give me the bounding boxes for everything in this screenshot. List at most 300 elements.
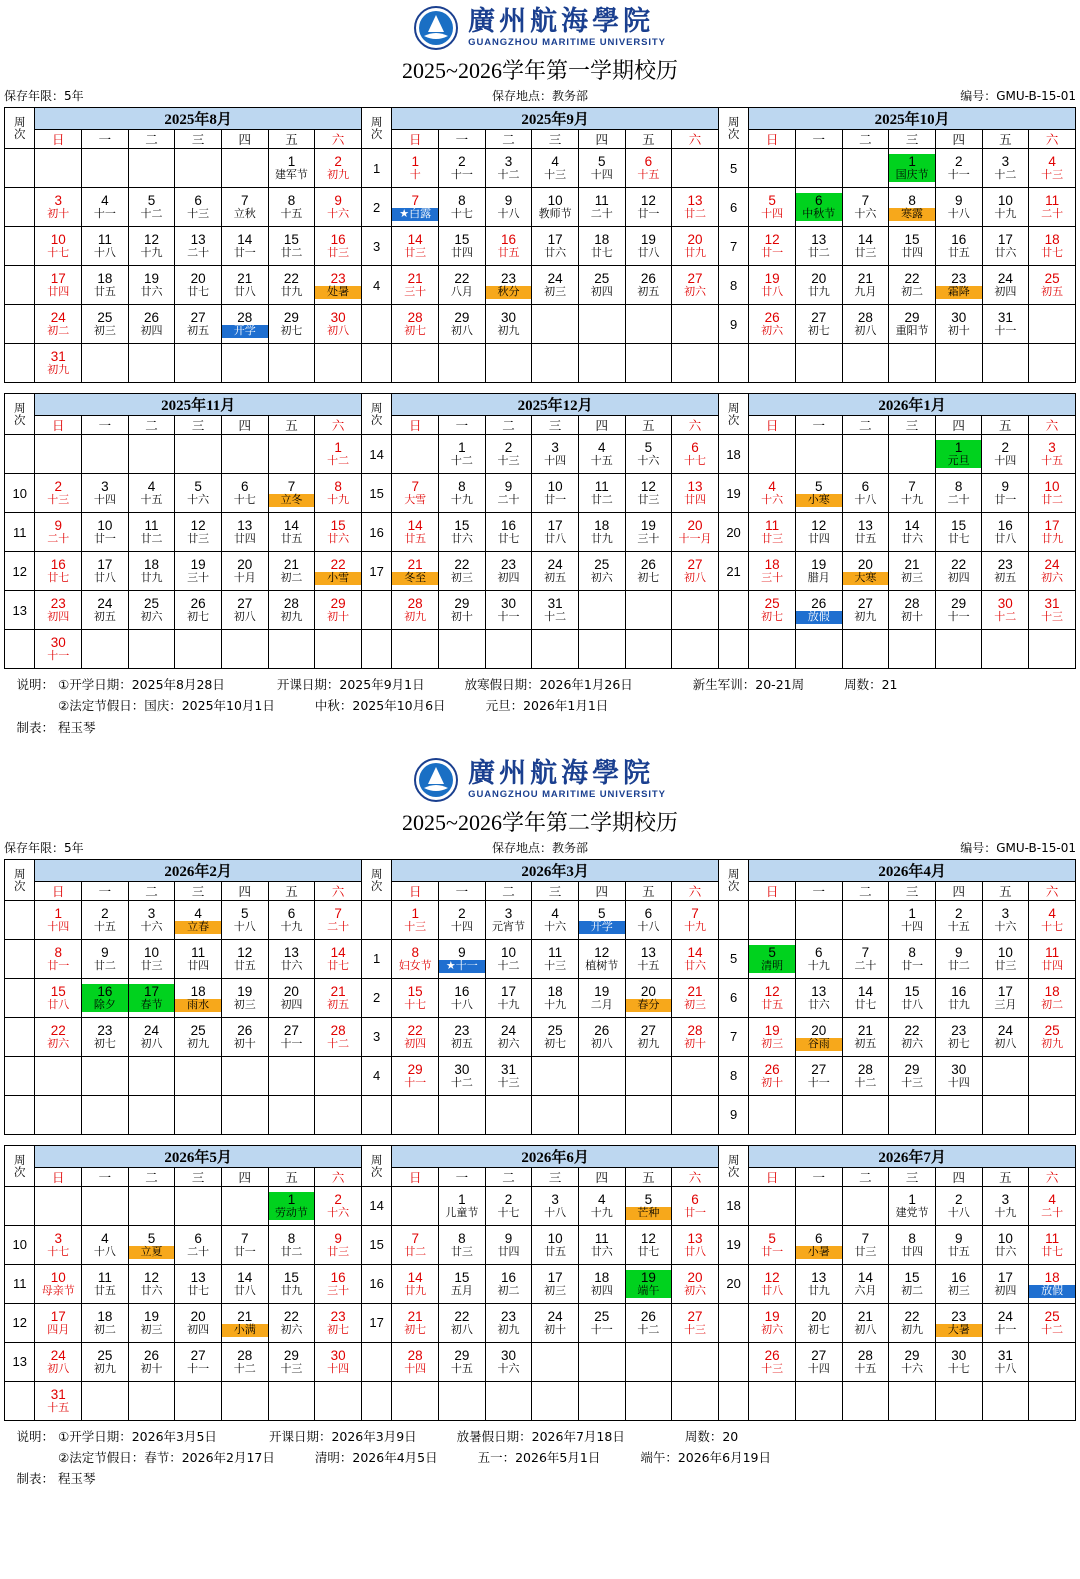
calendar-day-cell[interactable]: [175, 227, 222, 266]
calendar-day-cell[interactable]: [485, 344, 532, 383]
calendar-day-cell[interactable]: [439, 1342, 486, 1381]
calendar-day-cell[interactable]: [842, 1225, 889, 1264]
calendar-day-cell[interactable]: [392, 591, 439, 630]
calendar-day-cell[interactable]: [82, 1186, 129, 1225]
calendar-day-cell[interactable]: [175, 1264, 222, 1303]
calendar-day-cell[interactable]: [82, 1381, 129, 1420]
calendar-day-cell[interactable]: [672, 227, 719, 266]
calendar-day-cell[interactable]: [1029, 1186, 1076, 1225]
calendar-day-cell[interactable]: [889, 1381, 936, 1420]
calendar-day-cell[interactable]: [175, 513, 222, 552]
calendar-day-cell[interactable]: [532, 1186, 579, 1225]
calendar-day-cell[interactable]: [1029, 513, 1076, 552]
calendar-day-cell[interactable]: [439, 1225, 486, 1264]
calendar-day-cell[interactable]: [749, 227, 796, 266]
calendar-day-cell[interactable]: [35, 1017, 82, 1056]
calendar-day-cell[interactable]: [935, 1095, 982, 1134]
calendar-day-cell[interactable]: [221, 227, 268, 266]
calendar-day-cell[interactable]: [532, 188, 579, 227]
calendar-day-cell[interactable]: [221, 1225, 268, 1264]
calendar-day-cell[interactable]: [889, 1017, 936, 1056]
calendar-day-cell[interactable]: [221, 149, 268, 188]
calendar-day-cell[interactable]: [128, 978, 175, 1017]
calendar-day-cell[interactable]: [935, 266, 982, 305]
calendar-day-cell[interactable]: [672, 305, 719, 344]
calendar-day-cell[interactable]: [485, 266, 532, 305]
calendar-day-cell[interactable]: [268, 1225, 315, 1264]
calendar-day-cell[interactable]: [982, 474, 1029, 513]
calendar-day-cell[interactable]: [315, 1342, 362, 1381]
calendar-day-cell[interactable]: [1029, 188, 1076, 227]
calendar-day-cell[interactable]: [439, 630, 486, 669]
calendar-day-cell[interactable]: [221, 1264, 268, 1303]
calendar-day-cell[interactable]: [35, 552, 82, 591]
calendar-day-cell[interactable]: [392, 1095, 439, 1134]
calendar-day-cell[interactable]: [935, 939, 982, 978]
calendar-day-cell[interactable]: [935, 900, 982, 939]
calendar-day-cell[interactable]: [672, 591, 719, 630]
calendar-day-cell[interactable]: [315, 939, 362, 978]
calendar-day-cell[interactable]: [82, 630, 129, 669]
calendar-day-cell[interactable]: [749, 552, 796, 591]
calendar-day-cell[interactable]: [749, 1225, 796, 1264]
calendar-day-cell[interactable]: [935, 591, 982, 630]
calendar-day-cell[interactable]: [842, 474, 889, 513]
calendar-day-cell[interactable]: [749, 939, 796, 978]
calendar-day-cell[interactable]: [532, 1342, 579, 1381]
calendar-day-cell[interactable]: [889, 149, 936, 188]
calendar-day-cell[interactable]: [485, 1342, 532, 1381]
calendar-day-cell[interactable]: [842, 513, 889, 552]
calendar-day-cell[interactable]: [82, 513, 129, 552]
calendar-day-cell[interactable]: [82, 900, 129, 939]
calendar-day-cell[interactable]: [128, 1017, 175, 1056]
calendar-day-cell[interactable]: [82, 305, 129, 344]
calendar-day-cell[interactable]: [82, 1264, 129, 1303]
calendar-day-cell[interactable]: [1029, 978, 1076, 1017]
calendar-day-cell[interactable]: [982, 305, 1029, 344]
calendar-day-cell[interactable]: [935, 552, 982, 591]
calendar-day-cell[interactable]: [439, 188, 486, 227]
calendar-day-cell[interactable]: [175, 900, 222, 939]
calendar-day-cell[interactable]: [439, 344, 486, 383]
calendar-day-cell[interactable]: [578, 1095, 625, 1134]
calendar-day-cell[interactable]: [625, 1186, 672, 1225]
calendar-day-cell[interactable]: [439, 305, 486, 344]
calendar-day-cell[interactable]: [1029, 149, 1076, 188]
calendar-day-cell[interactable]: [485, 1017, 532, 1056]
calendar-day-cell[interactable]: [315, 1095, 362, 1134]
calendar-day-cell[interactable]: [1029, 1381, 1076, 1420]
calendar-day-cell[interactable]: [982, 1056, 1029, 1095]
calendar-day-cell[interactable]: [749, 900, 796, 939]
calendar-day-cell[interactable]: [392, 1017, 439, 1056]
calendar-day-cell[interactable]: [268, 1381, 315, 1420]
calendar-day-cell[interactable]: [35, 1095, 82, 1134]
calendar-day-cell[interactable]: [392, 513, 439, 552]
calendar-day-cell[interactable]: [982, 188, 1029, 227]
calendar-day-cell[interactable]: [532, 591, 579, 630]
calendar-day-cell[interactable]: [578, 513, 625, 552]
calendar-day-cell[interactable]: [1029, 344, 1076, 383]
calendar-day-cell[interactable]: [578, 435, 625, 474]
calendar-day-cell[interactable]: [82, 1017, 129, 1056]
calendar-day-cell[interactable]: [175, 305, 222, 344]
calendar-day-cell[interactable]: [795, 1225, 842, 1264]
calendar-day-cell[interactable]: [128, 591, 175, 630]
calendar-day-cell[interactable]: [532, 149, 579, 188]
calendar-day-cell[interactable]: [35, 1381, 82, 1420]
calendar-day-cell[interactable]: [532, 1225, 579, 1264]
calendar-day-cell[interactable]: [842, 305, 889, 344]
calendar-day-cell[interactable]: [392, 149, 439, 188]
calendar-day-cell[interactable]: [485, 1056, 532, 1095]
calendar-day-cell[interactable]: [672, 1303, 719, 1342]
calendar-day-cell[interactable]: [889, 1342, 936, 1381]
calendar-day-cell[interactable]: [532, 435, 579, 474]
calendar-day-cell[interactable]: [625, 188, 672, 227]
calendar-day-cell[interactable]: [221, 513, 268, 552]
calendar-day-cell[interactable]: [982, 344, 1029, 383]
calendar-day-cell[interactable]: [935, 435, 982, 474]
calendar-day-cell[interactable]: [578, 474, 625, 513]
calendar-day-cell[interactable]: [268, 149, 315, 188]
calendar-day-cell[interactable]: [485, 305, 532, 344]
calendar-day-cell[interactable]: [82, 1056, 129, 1095]
calendar-day-cell[interactable]: [935, 630, 982, 669]
calendar-day-cell[interactable]: [889, 630, 936, 669]
calendar-day-cell[interactable]: [532, 266, 579, 305]
calendar-day-cell[interactable]: [935, 474, 982, 513]
calendar-day-cell[interactable]: [35, 305, 82, 344]
calendar-day-cell[interactable]: [982, 149, 1029, 188]
calendar-day-cell[interactable]: [35, 266, 82, 305]
calendar-day-cell[interactable]: [795, 978, 842, 1017]
calendar-day-cell[interactable]: [749, 630, 796, 669]
calendar-day-cell[interactable]: [35, 435, 82, 474]
calendar-day-cell[interactable]: [532, 344, 579, 383]
calendar-day-cell[interactable]: [315, 630, 362, 669]
calendar-day-cell[interactable]: [175, 630, 222, 669]
calendar-day-cell[interactable]: [1029, 1225, 1076, 1264]
calendar-day-cell[interactable]: [35, 900, 82, 939]
calendar-day-cell[interactable]: [842, 978, 889, 1017]
calendar-day-cell[interactable]: [982, 552, 1029, 591]
calendar-day-cell[interactable]: [1029, 227, 1076, 266]
calendar-day-cell[interactable]: [795, 266, 842, 305]
calendar-day-cell[interactable]: [439, 513, 486, 552]
calendar-day-cell[interactable]: [842, 900, 889, 939]
calendar-day-cell[interactable]: [625, 1225, 672, 1264]
calendar-day-cell[interactable]: [795, 1381, 842, 1420]
calendar-day-cell[interactable]: [889, 1303, 936, 1342]
calendar-day-cell[interactable]: [268, 591, 315, 630]
calendar-day-cell[interactable]: [175, 266, 222, 305]
calendar-day-cell[interactable]: [842, 1186, 889, 1225]
calendar-day-cell[interactable]: [842, 1264, 889, 1303]
calendar-day-cell[interactable]: [672, 1264, 719, 1303]
calendar-day-cell[interactable]: [439, 227, 486, 266]
calendar-day-cell[interactable]: [82, 344, 129, 383]
calendar-day-cell[interactable]: [532, 474, 579, 513]
calendar-day-cell[interactable]: [221, 939, 268, 978]
calendar-day-cell[interactable]: [749, 1017, 796, 1056]
calendar-day-cell[interactable]: [35, 978, 82, 1017]
calendar-day-cell[interactable]: [392, 344, 439, 383]
calendar-day-cell[interactable]: [749, 305, 796, 344]
calendar-day-cell[interactable]: [268, 513, 315, 552]
calendar-day-cell[interactable]: [1029, 552, 1076, 591]
calendar-day-cell[interactable]: [175, 188, 222, 227]
calendar-day-cell[interactable]: [625, 630, 672, 669]
calendar-day-cell[interactable]: [625, 1342, 672, 1381]
calendar-day-cell[interactable]: [889, 513, 936, 552]
calendar-day-cell[interactable]: [35, 1303, 82, 1342]
calendar-day-cell[interactable]: [842, 344, 889, 383]
calendar-day-cell[interactable]: [221, 1186, 268, 1225]
calendar-day-cell[interactable]: [672, 1381, 719, 1420]
calendar-day-cell[interactable]: [268, 474, 315, 513]
calendar-day-cell[interactable]: [268, 344, 315, 383]
calendar-day-cell[interactable]: [128, 552, 175, 591]
calendar-day-cell[interactable]: [439, 266, 486, 305]
calendar-day-cell[interactable]: [439, 900, 486, 939]
calendar-day-cell[interactable]: [842, 552, 889, 591]
calendar-day-cell[interactable]: [795, 1056, 842, 1095]
calendar-day-cell[interactable]: [889, 227, 936, 266]
calendar-day-cell[interactable]: [485, 1381, 532, 1420]
calendar-day-cell[interactable]: [268, 630, 315, 669]
calendar-day-cell[interactable]: [485, 978, 532, 1017]
calendar-day-cell[interactable]: [268, 900, 315, 939]
calendar-day-cell[interactable]: [439, 552, 486, 591]
calendar-day-cell[interactable]: [315, 1017, 362, 1056]
calendar-day-cell[interactable]: [485, 188, 532, 227]
calendar-day-cell[interactable]: [268, 1017, 315, 1056]
calendar-day-cell[interactable]: [315, 513, 362, 552]
calendar-day-cell[interactable]: [889, 1186, 936, 1225]
calendar-day-cell[interactable]: [672, 513, 719, 552]
calendar-day-cell[interactable]: [749, 591, 796, 630]
calendar-day-cell[interactable]: [625, 1381, 672, 1420]
calendar-day-cell[interactable]: [315, 978, 362, 1017]
calendar-day-cell[interactable]: [578, 939, 625, 978]
calendar-day-cell[interactable]: [221, 630, 268, 669]
calendar-day-cell[interactable]: [842, 1303, 889, 1342]
calendar-day-cell[interactable]: [268, 1303, 315, 1342]
calendar-day-cell[interactable]: [795, 900, 842, 939]
calendar-day-cell[interactable]: [82, 552, 129, 591]
calendar-day-cell[interactable]: [392, 1264, 439, 1303]
calendar-day-cell[interactable]: [128, 1342, 175, 1381]
calendar-day-cell[interactable]: [982, 1186, 1029, 1225]
calendar-day-cell[interactable]: [485, 149, 532, 188]
calendar-day-cell[interactable]: [175, 552, 222, 591]
calendar-day-cell[interactable]: [82, 149, 129, 188]
calendar-day-cell[interactable]: [795, 1264, 842, 1303]
calendar-day-cell[interactable]: [175, 344, 222, 383]
calendar-day-cell[interactable]: [221, 1056, 268, 1095]
calendar-day-cell[interactable]: [578, 1303, 625, 1342]
calendar-day-cell[interactable]: [749, 474, 796, 513]
calendar-day-cell[interactable]: [532, 1381, 579, 1420]
calendar-day-cell[interactable]: [221, 188, 268, 227]
calendar-day-cell[interactable]: [221, 1095, 268, 1134]
calendar-day-cell[interactable]: [392, 266, 439, 305]
calendar-day-cell[interactable]: [268, 305, 315, 344]
calendar-day-cell[interactable]: [625, 552, 672, 591]
calendar-day-cell[interactable]: [935, 149, 982, 188]
calendar-day-cell[interactable]: [982, 1381, 1029, 1420]
calendar-day-cell[interactable]: [485, 1303, 532, 1342]
calendar-day-cell[interactable]: [935, 1056, 982, 1095]
calendar-day-cell[interactable]: [749, 188, 796, 227]
calendar-day-cell[interactable]: [175, 149, 222, 188]
calendar-day-cell[interactable]: [795, 1017, 842, 1056]
calendar-day-cell[interactable]: [315, 149, 362, 188]
calendar-day-cell[interactable]: [315, 1056, 362, 1095]
calendar-day-cell[interactable]: [842, 266, 889, 305]
calendar-day-cell[interactable]: [1029, 1017, 1076, 1056]
calendar-day-cell[interactable]: [221, 552, 268, 591]
calendar-day-cell[interactable]: [392, 900, 439, 939]
calendar-day-cell[interactable]: [82, 1342, 129, 1381]
calendar-day-cell[interactable]: [625, 978, 672, 1017]
calendar-day-cell[interactable]: [578, 188, 625, 227]
calendar-day-cell[interactable]: [268, 266, 315, 305]
calendar-day-cell[interactable]: [625, 474, 672, 513]
calendar-day-cell[interactable]: [128, 344, 175, 383]
calendar-day-cell[interactable]: [35, 1342, 82, 1381]
calendar-day-cell[interactable]: [82, 266, 129, 305]
calendar-day-cell[interactable]: [749, 1264, 796, 1303]
calendar-day-cell[interactable]: [672, 188, 719, 227]
calendar-day-cell[interactable]: [889, 1264, 936, 1303]
calendar-day-cell[interactable]: [315, 305, 362, 344]
calendar-day-cell[interactable]: [578, 266, 625, 305]
calendar-day-cell[interactable]: [578, 1264, 625, 1303]
calendar-day-cell[interactable]: [392, 1056, 439, 1095]
calendar-day-cell[interactable]: [221, 900, 268, 939]
calendar-day-cell[interactable]: [1029, 630, 1076, 669]
calendar-day-cell[interactable]: [128, 630, 175, 669]
calendar-day-cell[interactable]: [485, 1186, 532, 1225]
calendar-day-cell[interactable]: [315, 1225, 362, 1264]
calendar-day-cell[interactable]: [842, 1017, 889, 1056]
calendar-day-cell[interactable]: [795, 1342, 842, 1381]
calendar-day-cell[interactable]: [749, 978, 796, 1017]
calendar-day-cell[interactable]: [982, 1095, 1029, 1134]
calendar-day-cell[interactable]: [795, 227, 842, 266]
calendar-day-cell[interactable]: [578, 630, 625, 669]
calendar-day-cell[interactable]: [532, 1056, 579, 1095]
calendar-day-cell[interactable]: [1029, 266, 1076, 305]
calendar-day-cell[interactable]: [842, 435, 889, 474]
calendar-day-cell[interactable]: [128, 188, 175, 227]
calendar-day-cell[interactable]: [982, 1303, 1029, 1342]
calendar-day-cell[interactable]: [935, 1017, 982, 1056]
calendar-day-cell[interactable]: [82, 1303, 129, 1342]
calendar-day-cell[interactable]: [672, 1225, 719, 1264]
calendar-day-cell[interactable]: [842, 630, 889, 669]
calendar-day-cell[interactable]: [221, 1017, 268, 1056]
calendar-day-cell[interactable]: [795, 513, 842, 552]
calendar-day-cell[interactable]: [982, 591, 1029, 630]
calendar-day-cell[interactable]: [795, 591, 842, 630]
calendar-day-cell[interactable]: [175, 591, 222, 630]
calendar-day-cell[interactable]: [749, 266, 796, 305]
calendar-day-cell[interactable]: [795, 1095, 842, 1134]
calendar-day-cell[interactable]: [889, 900, 936, 939]
calendar-day-cell[interactable]: [175, 1056, 222, 1095]
calendar-day-cell[interactable]: [672, 900, 719, 939]
calendar-day-cell[interactable]: [1029, 435, 1076, 474]
calendar-day-cell[interactable]: [315, 188, 362, 227]
calendar-day-cell[interactable]: [625, 513, 672, 552]
calendar-day-cell[interactable]: [82, 474, 129, 513]
calendar-day-cell[interactable]: [935, 1381, 982, 1420]
calendar-day-cell[interactable]: [485, 591, 532, 630]
calendar-day-cell[interactable]: [485, 1264, 532, 1303]
calendar-day-cell[interactable]: [315, 1381, 362, 1420]
calendar-day-cell[interactable]: [221, 344, 268, 383]
calendar-day-cell[interactable]: [842, 1342, 889, 1381]
calendar-day-cell[interactable]: [221, 1381, 268, 1420]
calendar-day-cell[interactable]: [268, 978, 315, 1017]
calendar-day-cell[interactable]: [315, 435, 362, 474]
calendar-day-cell[interactable]: [532, 1264, 579, 1303]
calendar-day-cell[interactable]: [35, 1056, 82, 1095]
calendar-day-cell[interactable]: [842, 188, 889, 227]
calendar-day-cell[interactable]: [175, 1186, 222, 1225]
calendar-day-cell[interactable]: [795, 630, 842, 669]
calendar-day-cell[interactable]: [672, 1017, 719, 1056]
calendar-day-cell[interactable]: [889, 1225, 936, 1264]
calendar-day-cell[interactable]: [935, 1186, 982, 1225]
calendar-day-cell[interactable]: [842, 1056, 889, 1095]
calendar-day-cell[interactable]: [1029, 1342, 1076, 1381]
calendar-day-cell[interactable]: [392, 630, 439, 669]
calendar-day-cell[interactable]: [128, 435, 175, 474]
calendar-day-cell[interactable]: [268, 1095, 315, 1134]
calendar-day-cell[interactable]: [82, 1225, 129, 1264]
calendar-day-cell[interactable]: [128, 1381, 175, 1420]
calendar-day-cell[interactable]: [392, 978, 439, 1017]
calendar-day-cell[interactable]: [128, 474, 175, 513]
calendar-day-cell[interactable]: [128, 939, 175, 978]
calendar-day-cell[interactable]: [842, 591, 889, 630]
calendar-day-cell[interactable]: [889, 435, 936, 474]
calendar-day-cell[interactable]: [268, 1056, 315, 1095]
calendar-day-cell[interactable]: [221, 1303, 268, 1342]
calendar-day-cell[interactable]: [82, 591, 129, 630]
calendar-day-cell[interactable]: [485, 513, 532, 552]
calendar-day-cell[interactable]: [672, 630, 719, 669]
calendar-day-cell[interactable]: [795, 435, 842, 474]
calendar-day-cell[interactable]: [439, 1381, 486, 1420]
calendar-day-cell[interactable]: [532, 1017, 579, 1056]
calendar-day-cell[interactable]: [889, 1056, 936, 1095]
calendar-day-cell[interactable]: [982, 513, 1029, 552]
calendar-day-cell[interactable]: [1029, 1056, 1076, 1095]
calendar-day-cell[interactable]: [889, 474, 936, 513]
calendar-day-cell[interactable]: [795, 344, 842, 383]
calendar-day-cell[interactable]: [315, 1264, 362, 1303]
calendar-day-cell[interactable]: [175, 1303, 222, 1342]
calendar-day-cell[interactable]: [532, 552, 579, 591]
calendar-day-cell[interactable]: [578, 227, 625, 266]
calendar-day-cell[interactable]: [795, 939, 842, 978]
